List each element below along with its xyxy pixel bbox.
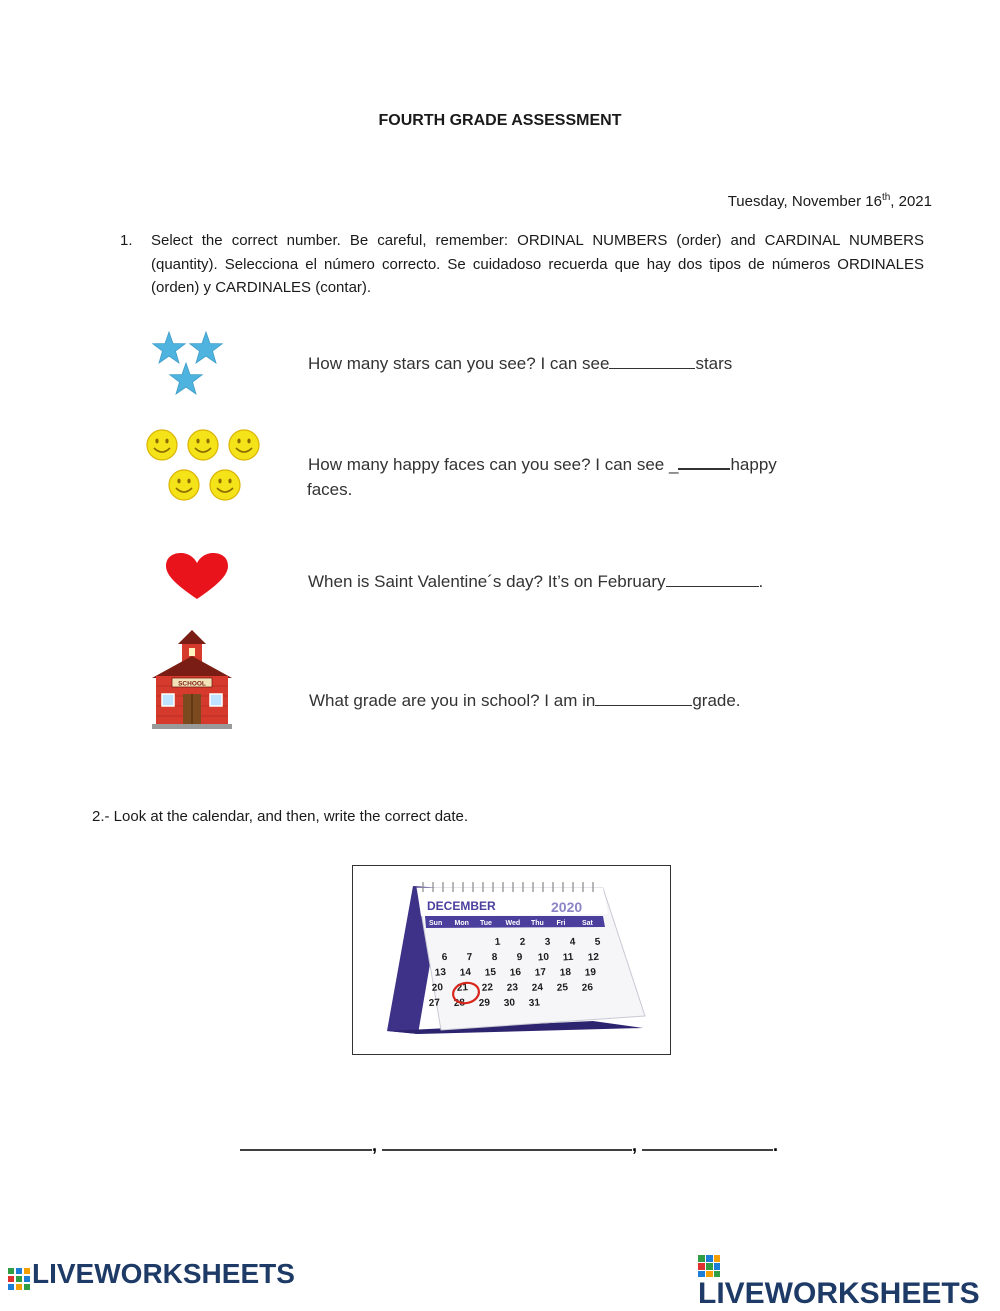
calendar-day: 17 <box>534 966 547 979</box>
footer-logo-text: LIVEWORKSHEETS <box>32 1258 295 1289</box>
smiley-faces-icon <box>144 428 262 504</box>
calendar-day: 31 <box>528 997 541 1010</box>
calendar-day: 15 <box>484 966 497 979</box>
question-stars: How many stars can you see? I can see stars <box>308 354 733 373</box>
footer-logo-text: LIVEWORKSHEETS <box>698 1277 980 1310</box>
question-valentines: When is Saint Valentine´s day? It’s on February . <box>308 572 764 591</box>
calendar-weekday: Sat <box>582 920 593 927</box>
calendar-day: 13 <box>434 966 447 979</box>
calendar-day: 16 <box>509 966 522 979</box>
calendar-day: 23 <box>506 982 519 994</box>
footer-logo-left <box>8 1258 295 1290</box>
calendar-day: 27 <box>428 997 441 1010</box>
school-house-icon <box>152 628 232 730</box>
calendar-year: 2020 <box>551 899 583 915</box>
calendar-weekday: Fri <box>556 920 566 927</box>
answer-blank-faces[interactable] <box>678 453 730 470</box>
school-sign-text: SCHOOL <box>178 680 206 688</box>
calendar-weekday: Mon <box>454 920 469 927</box>
section-1-text: Select the correct number. Be careful, remember: ORDINAL NUMBERS (order) and CARDINAL NUMBERS (quantity). Selecciona el número correcto. Se cuidadoso recuerda que hay dos tipos de números ORDINALES (orden) y CARDINALES (contar). <box>151 232 924 296</box>
answer-blank-grade[interactable] <box>595 690 692 706</box>
calendar-day: 30 <box>503 997 516 1010</box>
calendar-weekday: Thu <box>531 920 544 927</box>
calendar-day: 3 <box>544 936 551 948</box>
calendar-day: 8 <box>491 951 498 964</box>
calendar-day: 2 <box>519 936 526 948</box>
section-1-number: 1. <box>120 232 133 249</box>
calendar-day: 20 <box>431 982 444 994</box>
calendar-weekday: Tue <box>480 920 492 927</box>
calendar-day: 24 <box>531 982 544 994</box>
question-happy-faces: How many happy faces can you see? I can see _ happy <box>308 455 777 474</box>
answer-blank-february[interactable] <box>666 571 759 587</box>
calendar-day: 12 <box>587 951 600 964</box>
calendar-day: 1 <box>494 936 501 948</box>
answer-separator-2: , <box>632 1135 638 1155</box>
calendar-day: 5 <box>594 936 601 948</box>
calendar-weekday: Wed <box>505 920 521 927</box>
assessment-date: Tuesday, November 16th, 2021 <box>727 192 932 210</box>
calendar-month: DECEMBER <box>427 899 496 913</box>
calendar-day: 19 <box>584 966 597 979</box>
liveworksheets-logo-icon <box>698 1255 720 1277</box>
stars-icon <box>148 330 228 398</box>
footer-logo-right <box>698 1255 1000 1311</box>
calendar-day: 14 <box>459 966 472 979</box>
question-happy-faces-line2: faces. <box>307 480 353 499</box>
calendar-day: 26 <box>581 982 594 994</box>
date-answer-lines <box>240 1130 780 1158</box>
page-title: FOURTH GRADE ASSESSMENT <box>378 112 622 129</box>
calendar-day: 9 <box>516 951 523 964</box>
answer-separator-3: . <box>773 1135 779 1155</box>
heart-icon <box>164 552 230 602</box>
liveworksheets-logo-icon <box>8 1268 30 1290</box>
calendar-day: 28 <box>453 997 466 1010</box>
calendar-day: 6 <box>441 951 448 964</box>
calendar-day: 25 <box>556 982 569 994</box>
calendar-weekday: Sun <box>429 920 443 927</box>
calendar-day: 4 <box>569 936 576 948</box>
calendar-day: 29 <box>478 997 491 1010</box>
answer-blank-stars[interactable] <box>609 353 695 369</box>
section-1-instructions <box>120 229 924 300</box>
calendar-image <box>352 865 671 1055</box>
question-grade: What grade are you in school? I am in grade. <box>309 691 741 710</box>
calendar-day: 22 <box>481 982 494 994</box>
calendar-day: 10 <box>537 951 550 964</box>
calendar-day: 18 <box>559 966 572 979</box>
calendar-day: 21 <box>456 982 469 994</box>
calendar-day: 7 <box>466 951 473 964</box>
calendar-day: 11 <box>562 951 574 964</box>
calendar-illustration <box>353 866 670 1054</box>
answer-separator-1: , <box>372 1135 378 1155</box>
section-2-instructions: 2.- Look at the calendar, and then, write the correct date. <box>92 808 469 825</box>
